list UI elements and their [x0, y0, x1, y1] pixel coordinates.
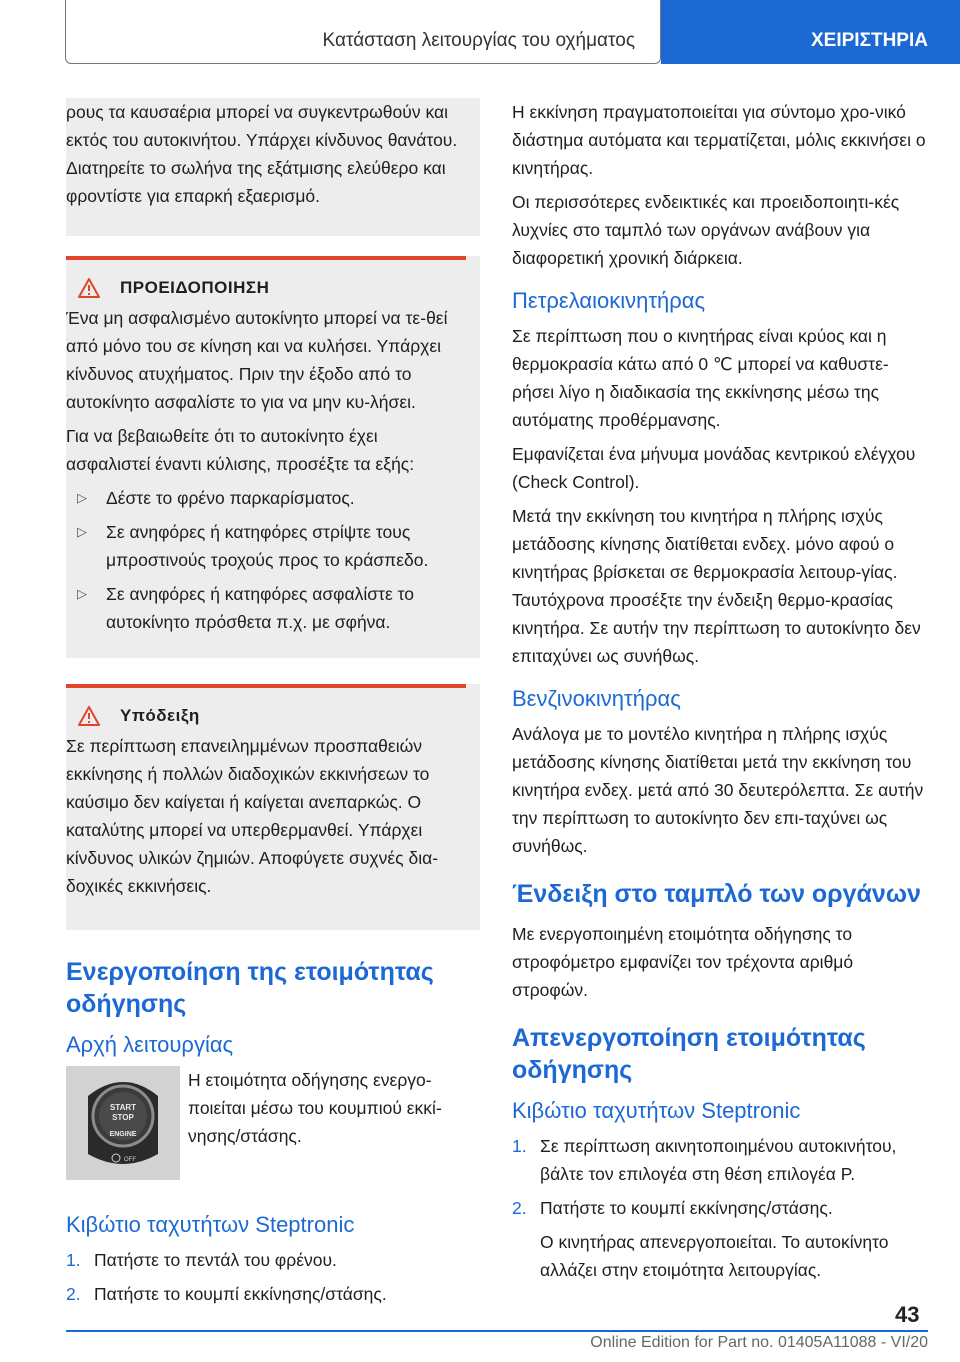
list-item: ▷ Σε ανηφόρες ή κατηφόρες στρίψτε τους μπροστινούς τροχούς προς το κράσπεδο. [66, 518, 466, 574]
list-item [512, 1132, 928, 1188]
button-label-start: START [109, 1103, 137, 1112]
warning-heading [66, 278, 466, 298]
right-column [512, 98, 928, 1290]
section-heading-activate: Ενεργοποίηση της ετοιμότητας οδήγησης [66, 958, 434, 1018]
step-number: 1. [512, 1136, 527, 1156]
list-item: ▷ Δέστε το φρένο παρκαρίσματος. [66, 484, 466, 512]
subheading-principle: Αρχή λειτουργίας [66, 1032, 234, 1057]
button-label-engine: ENGINE [109, 1131, 137, 1138]
note-box [66, 684, 480, 930]
subheading-diesel: Πετρελαιοκινητήρας [512, 288, 706, 313]
section-heading-display: Ένδειξη στο ταμπλό των οργάνων [512, 880, 921, 908]
start-stop-button-image [66, 1066, 180, 1180]
diesel-text-3: Μετά την εκκίνηση του κινητήρα η πλήρης ισχύς μετάδοσης κίνησης διατίθεται ενδεχ. μόνο αφού ο κινητήρας βρίσκεται σε θερμοκρασία λειτουρ-γίας. Ταυτόχρονα προσέξτε την ένδειξη θερμο-κρασίας κινητήρα. Σε αυτήν την περίπτωση το αυτοκίνητο δεν επιταχύνει ως συνήθως. [512, 506, 921, 666]
display-text: Με ενεργοποιημένη ετοιμότητα οδήγησης το στροφόμετρο εμφανίζει τον τρέχοντα αριθμό στροφών. [512, 924, 854, 1000]
section-heading-deactivate: Απενεργοποίηση ετοιμότητας οδήγησης [512, 1024, 866, 1084]
warning-box [66, 256, 480, 658]
warning-triangle-icon [78, 706, 100, 726]
list-item [512, 1194, 928, 1222]
list-item: ▷ Σε ανηφόρες ή κατηφόρες ασφαλίστε το αυτοκίνητο πρόσθετα π.χ. με σφήνα. [66, 580, 466, 636]
note-rule [66, 684, 466, 688]
diesel-text-1: Σε περίπτωση που ο κινητήρας είναι κρύος και η θερμοκρασία κάτω από 0 ℃ μπορεί να καθυστε-ρήσει λίγο η διαδικασία της εκκίνησης μέσω της αυτόματης προθέρμανσης. [512, 326, 889, 430]
page-header [0, 0, 960, 64]
step-number: 2. [512, 1198, 527, 1218]
left-column [66, 98, 480, 1314]
subheading-steptronic-right: Κιβώτιο ταχυτήτων Steptronic [512, 1098, 801, 1123]
list-item [66, 1246, 480, 1274]
footer-rule [66, 1330, 928, 1332]
step-text: Πατήστε το κουμπί εκκίνησης/στάσης. [94, 1284, 387, 1304]
step-text: Πατήστε το κουμπί εκκίνησης/στάσης. [540, 1198, 833, 1218]
principle-text: Η ετοιμότητα οδήγησης ενεργο-ποιείται μέσω του κουμπιού εκκί-νησης/στάσης. [188, 1070, 442, 1146]
chapter-title: Κατάσταση λειτουργίας του οχήματος [322, 30, 635, 51]
start-text-1: Η εκκίνηση πραγματοποιείται για σύντομο χρο-νικό διάστημα αυτόματα και τερματίζεται, μόλις εκκινήσει ο κινητήρας. [512, 102, 926, 178]
note-title: Υπόδειξη [120, 706, 200, 725]
step-text: Πατήστε το πεντάλ του φρένου. [94, 1250, 337, 1270]
steptronic-steps [66, 1246, 480, 1308]
warning-text-2: Για να βεβαιωθείτε ότι το αυτοκίνητο έχει ασφαλιστεί έναντι κύλισης, προσέξτε τα εξής: [66, 426, 415, 474]
warning-text-1: Ένα μη ασφαλισμένο αυτοκίνητο μπορεί να τε-θεί από μόνο του σε κίνηση και να κυλήσει. Υπάρχει κίνδυνος ατυχήματος. Πριν την έξοδο από το αυτοκίνητο ασφαλίστε το για να μην κυ-λήσει. [66, 308, 448, 412]
button-label-off: OFF [124, 1157, 136, 1163]
warning-rule [66, 256, 466, 260]
warning-title: ΠΡΟΕΙΔΟΠΟΙΗΣΗ [120, 278, 270, 297]
principle-figure [66, 1066, 480, 1180]
intro-text: ρους τα καυσαέρια μπορεί να συγκεντρωθούν και εκτός του αυτοκινήτου. Υπάρχει κίνδυνος θανάτου. Διατηρείτε το σωλήνα της εξάτμισης ελεύθερο και φροντίστε για επαρκή εξαερισμό. [66, 102, 458, 206]
section-tab: ΧΕΙΡΙΣΤΗΡΙΑ [661, 0, 960, 64]
note-text: Σε περίπτωση επανειλημμένων προσπαθειών εκκίνησης ή πολλών διαδοχικών εκκινήσεων το καύσιμο δεν καίγεται ή καίγεται ανεπαρκώς. Ο καταλύτης μπορεί να υπερθερμανθεί. Υπάρχει κίνδυνος υλικών ζημιών. Αποφύγετε συχνές δια-δοχικές εκκινήσεις. [66, 736, 439, 896]
start-text-2: Οι περισσότερες ενδεικτικές και προειδοποιητι-κές λυχνίες στο ταμπλό των οργάνων ανάβουν για διαφορετική χρονική διάρκεια. [512, 192, 900, 268]
intro-box [66, 98, 480, 236]
step-number: 2. [66, 1284, 81, 1304]
subheading-steptronic: Κιβώτιο ταχυτήτων Steptronic [66, 1212, 355, 1237]
button-label-stop: STOP [112, 1113, 134, 1122]
deactivate-steps [512, 1132, 928, 1222]
step-number: 1. [66, 1250, 81, 1270]
step-2-result: Ο κινητήρας απενεργοποιείται. Το αυτοκίνητο αλλάζει στην ετοιμότητα λειτουργίας. [540, 1232, 889, 1280]
diesel-text-2: Εμφανίζεται ένα μήνυμα μονάδας κεντρικού ελέγχου (Check Control). [512, 444, 916, 492]
petrol-text: Ανάλογα με το μοντέλο κινητήρα η πλήρης ισχύς μετάδοσης κίνησης διατίθεται μετά την εκκίνηση του κινητήρα ενδεχ. μετά από 30 δευτερόλεπτα. Σε αυτήν την περίπτωση το αυτοκίνητο δεν επι-ταχύνει ως συνήθως. [512, 724, 924, 856]
note-heading [66, 706, 466, 726]
warning-triangle-icon [78, 278, 100, 298]
page-number: 43 [895, 1302, 920, 1327]
list-item [66, 1280, 480, 1308]
warning-bullets [66, 484, 466, 636]
step-text: Σε περίπτωση ακινητοποιημένου αυτοκινήτου, βάλτε τον επιλογέα στη θέση επιλογέα P. [540, 1136, 897, 1184]
edition-text: Online Edition for Part no. 01405A11088 - VI/20 [590, 1334, 928, 1351]
start-stop-button-icon [66, 1066, 180, 1180]
subheading-petrol: Βενζινοκινητήρας [512, 686, 681, 711]
